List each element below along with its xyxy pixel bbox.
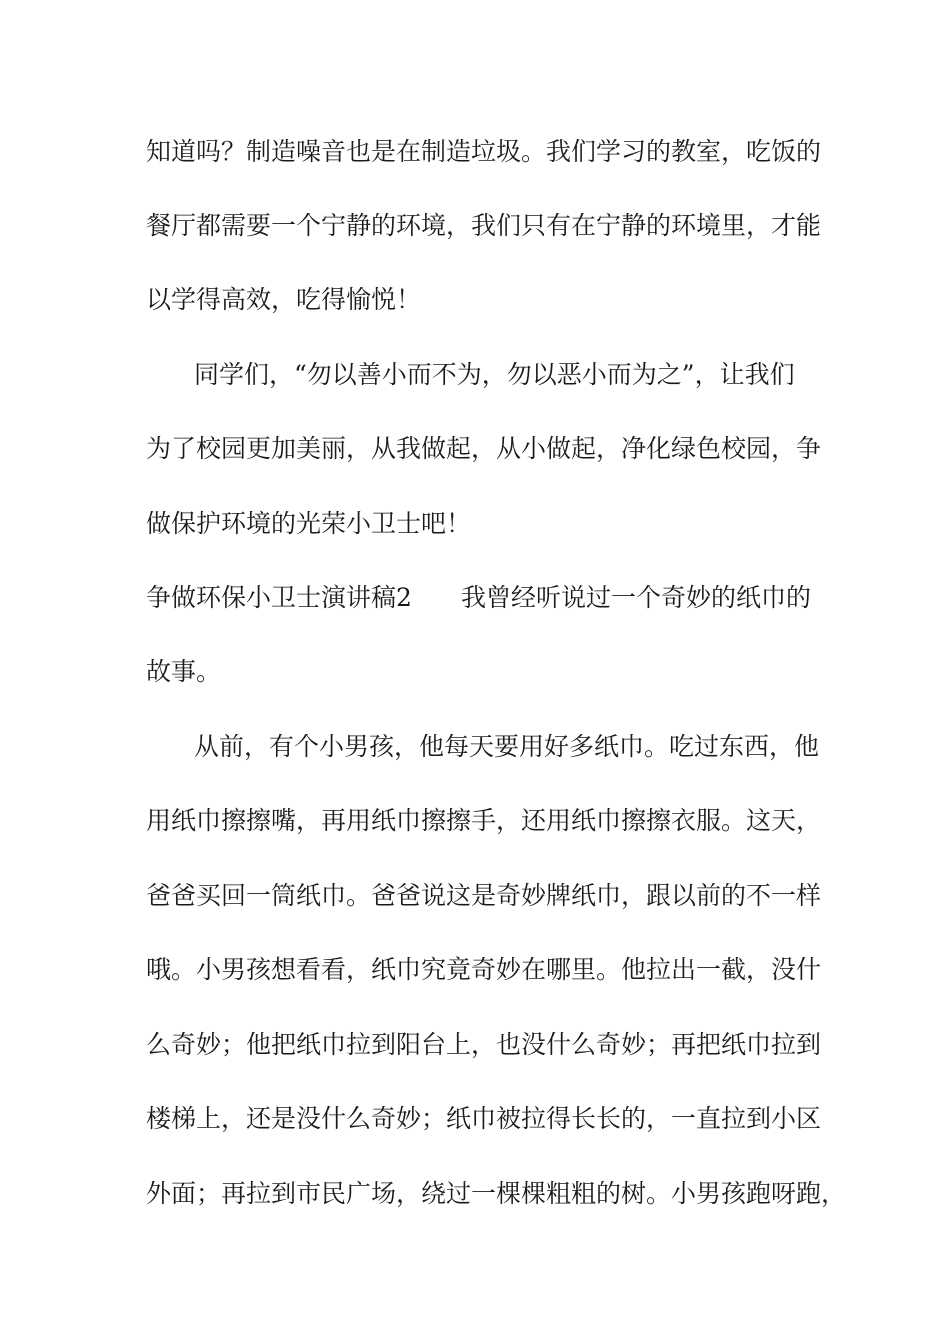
text-line: 为了校园更加美丽，从我做起，从小做起，净化绿色校园，争 bbox=[146, 434, 822, 463]
text-line: 哦。小男孩想看看，纸巾究竟奇妙在哪里。他拉出一截，没什 bbox=[146, 955, 822, 984]
text-line: 以学得高效，吃得愉悦！ bbox=[146, 285, 422, 314]
text-line: 么奇妙；他把纸巾拉到阳台上，也没什么奇妙；再把纸巾拉到 bbox=[146, 1030, 822, 1059]
text-line: 故事。 bbox=[146, 657, 222, 686]
text-line: 外面；再拉到市民广场，绕过一棵棵粗粗的树。小男孩跑呀跑， bbox=[146, 1179, 847, 1208]
text-line: 餐厅都需要一个宁静的环境，我们只有在宁静的环境里，才能 bbox=[146, 211, 822, 240]
text-line: 知道吗？制造噪音也是在制造垃圾。我们学习的教室，吃饭的 bbox=[146, 137, 822, 166]
section-heading: 争做环保小卫士演讲稿2 bbox=[146, 583, 412, 612]
text-line: 从前，有个小男孩，他每天要用好多纸巾。吃过东西，他 bbox=[194, 732, 820, 761]
text-line: 用纸巾擦擦嘴，再用纸巾擦擦手，还用纸巾擦擦衣服。这天， bbox=[146, 806, 822, 835]
text-line: 我曾经听说过一个奇妙的纸巾的 bbox=[461, 583, 812, 612]
text-line: 爸爸买回一筒纸巾。爸爸说这是奇妙牌纸巾，跟以前的不一样 bbox=[146, 881, 822, 910]
text-line: 同学们，“勿以善小而不为，勿以恶小而为之”，让我们 bbox=[194, 360, 795, 389]
text-line: 做保护环境的光荣小卫士吧！ bbox=[146, 509, 472, 538]
text-line: 楼梯上，还是没什么奇妙；纸巾被拉得长长的，一直拉到小区 bbox=[146, 1104, 822, 1133]
